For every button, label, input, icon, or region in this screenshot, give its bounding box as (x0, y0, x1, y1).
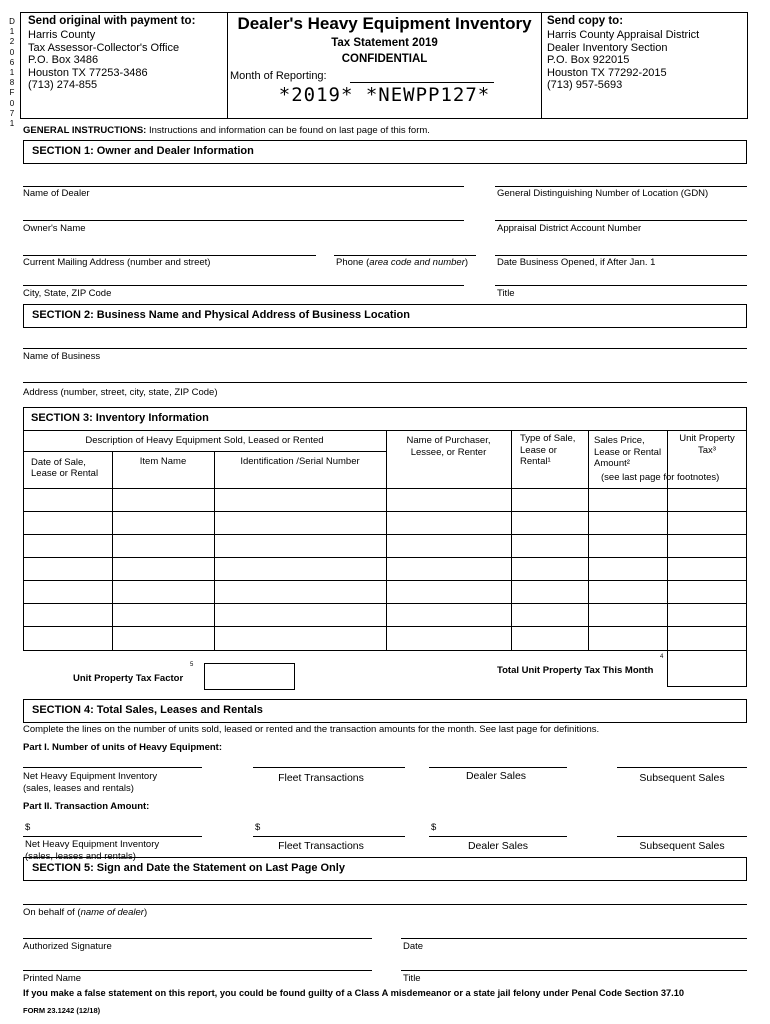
p2-fleet-dollar: $ (255, 822, 261, 833)
table-cell-input[interactable] (591, 494, 664, 507)
form-code-char: 1 (9, 68, 15, 78)
table-cell-input[interactable] (115, 517, 211, 530)
sign-date-input[interactable] (403, 924, 745, 937)
table-row (23, 512, 747, 535)
signer-title-line (401, 970, 747, 971)
p2-net-input[interactable] (35, 822, 200, 835)
table-cell-input[interactable] (670, 540, 744, 553)
p1-net-label: Net Heavy Equipment Inventory (sales, leases and rentals) (23, 771, 158, 794)
table-cell-input[interactable] (591, 540, 664, 553)
table-cell-input[interactable] (670, 563, 744, 576)
p1-fleet-label: Fleet Transactions (278, 772, 364, 784)
phone-line (334, 255, 476, 256)
form-code-char: 7 (9, 108, 15, 118)
send-copy-address: Harris County Appraisal District Dealer Inventory Section P.O. Box 922015 Houston TX 77292-2015 (713) 957-5693 (547, 29, 700, 91)
section1-title: SECTION 1: Owner and Dealer Information (32, 145, 254, 157)
table-cell-input[interactable] (670, 586, 744, 599)
table-cell-input[interactable] (514, 563, 585, 576)
confidential-label: CONFIDENTIAL (341, 53, 428, 65)
section4-title: SECTION 4: Total Sales, Leases and Rentals (32, 704, 263, 716)
month-input[interactable] (352, 68, 492, 81)
table-row (23, 558, 747, 581)
month-label: Month of Reporting: (230, 70, 327, 82)
gdn-label: General Distinguishing Number of Location (GDN) (497, 188, 709, 199)
table-cell-input[interactable] (26, 563, 109, 576)
table-cell-input[interactable] (514, 517, 585, 530)
signer-title-input[interactable] (403, 956, 745, 969)
owner-name-line (23, 220, 464, 221)
section4-header (23, 699, 747, 723)
table-cell-input[interactable] (389, 517, 508, 530)
table-row (23, 627, 747, 650)
p1-dealer-label: Dealer Sales (465, 770, 527, 782)
p1-dealer-input[interactable] (431, 753, 565, 766)
total-tax-input[interactable] (671, 662, 743, 675)
business-name-input[interactable] (25, 334, 745, 347)
business-address-label: Address (number, street, city, state, ZIP Code) (23, 387, 218, 398)
p1-net-input[interactable] (25, 753, 200, 766)
phone-label-suffix: ) (464, 257, 469, 268)
printed-name-input[interactable] (25, 956, 370, 969)
owner-title-label: Title (497, 288, 515, 299)
send-copy-title: Send copy to: (547, 15, 624, 27)
account-number-line (495, 220, 747, 221)
part1-title: Part I. Number of units of Heavy Equipment: (23, 742, 222, 753)
p2-fleet-input[interactable] (265, 822, 403, 835)
dealer-name-line (23, 186, 464, 187)
p2-dealer-line (429, 836, 567, 837)
on-behalf-suffix: ) (143, 907, 148, 918)
table-cell-input[interactable] (591, 586, 664, 599)
signature-line (23, 938, 372, 939)
false-statement-warning: If you make a false statement on this report, you could be found guilty of a Class A misdemeanor or a state jail felony under Penal Code Section 37.10 (23, 988, 685, 998)
p2-dealer-dollar: $ (431, 822, 437, 833)
date-opened-label: Date Business Opened, if After Jan. 1 (497, 257, 656, 268)
form-code-char: 0 (9, 98, 15, 108)
form-number: FORM 23.1242 (12/18) (23, 1006, 101, 1015)
p1-subsequent-line (617, 767, 747, 768)
table-cell-input[interactable] (591, 517, 664, 530)
table-cell-input[interactable] (591, 632, 664, 645)
table-cell-input[interactable] (115, 494, 211, 507)
table-cell-input[interactable] (389, 609, 508, 622)
owner-name-label: Owner's Name (23, 223, 86, 234)
signature-label: Authorized Signature (23, 941, 112, 952)
table-cell-input[interactable] (591, 609, 664, 622)
table-cell-input[interactable] (217, 540, 383, 553)
business-name-label: Name of Business (23, 351, 101, 362)
table-cell-input[interactable] (389, 540, 508, 553)
phone-label-italic: area code and number (369, 257, 465, 268)
table-cell-input[interactable] (670, 517, 744, 530)
p2-net-dollar: $ (25, 822, 31, 833)
table-cell-input[interactable] (26, 517, 109, 530)
phone-label-prefix: Phone ( (336, 257, 370, 268)
total-tax-label: Total Unit Property Tax This Month (497, 665, 654, 676)
footnote-note: (see last page for footnotes) (601, 472, 720, 483)
p1-net-line (23, 767, 202, 768)
col-date-header: Date of Sale, Lease or Rental (31, 457, 99, 479)
table-cell-input[interactable] (514, 609, 585, 622)
table-cell-input[interactable] (115, 632, 211, 645)
table-cell-input[interactable] (514, 494, 585, 507)
owner-name-input[interactable] (25, 206, 462, 219)
col-tax-header: Unit Property Tax³ (679, 433, 735, 456)
table-row (23, 489, 747, 512)
p2-fleet-line (253, 836, 405, 837)
section3-title: SECTION 3: Inventory Information (31, 412, 209, 424)
account-number-input[interactable] (497, 206, 745, 219)
table-cell-input[interactable] (217, 632, 383, 645)
p1-fleet-line (253, 767, 405, 768)
table-cell-input[interactable] (115, 540, 211, 553)
form-code-char: D (9, 17, 15, 26)
business-name-line (23, 348, 747, 349)
business-address-input[interactable] (25, 368, 745, 381)
section4-instructions: Complete the lines on the number of units sold, leased or rented and the transaction amounts for the month. See last page for definitions. (23, 724, 600, 735)
on-behalf-line (23, 904, 747, 905)
phone-input[interactable] (336, 241, 474, 254)
header-divider-right (541, 12, 542, 119)
form-code-vertical (7, 17, 17, 129)
table-cell-input[interactable] (217, 517, 383, 530)
p2-dealer-input[interactable] (441, 822, 565, 835)
table-row (23, 604, 747, 627)
form-subtitle: Tax Statement 2019 (331, 37, 438, 49)
dealer-name-label: Name of Dealer (23, 188, 90, 199)
tax-factor-input[interactable] (208, 670, 292, 683)
section2-header (23, 304, 747, 328)
table-cell-input[interactable] (514, 632, 585, 645)
p2-subsequent-input[interactable] (619, 822, 745, 835)
p2-net-line (23, 836, 202, 837)
date-opened-line (495, 255, 747, 256)
table-cell-input[interactable] (670, 609, 744, 622)
month-line (350, 82, 494, 83)
send-original-address: Harris County Tax Assessor-Collector's Office P.O. Box 3486 Houston TX 77253-3486 (713) 274-855 (28, 29, 180, 91)
account-number-label: Appraisal District Account Number (497, 223, 642, 234)
table-row (23, 581, 747, 604)
mailing-address-label: Current Mailing Address (number and street) (23, 257, 211, 268)
business-address-line (23, 382, 747, 383)
section1-header (23, 140, 747, 164)
col-price-header: Sales Price, Lease or Rental Amount² (594, 435, 662, 469)
barcode-text: *2019* *NEWPP127* (278, 84, 491, 106)
printed-name-line (23, 970, 372, 971)
sign-date-label: Date (403, 941, 424, 952)
desc-header: Description of Heavy Equipment Sold, Leased or Rented (85, 435, 324, 446)
table-cell-input[interactable] (514, 540, 585, 553)
total-tax-sup: 4 (660, 654, 664, 660)
table-cell-input[interactable] (514, 586, 585, 599)
p2-subsequent-line (617, 836, 747, 837)
table-cell-input[interactable] (389, 586, 508, 599)
form-title: Dealer's Heavy Equipment Inventory (237, 14, 532, 33)
form-code-char: 2 (9, 37, 15, 47)
owner-title-line (495, 285, 747, 286)
signer-title-label: Title (403, 973, 421, 984)
form-code-char: 0 (9, 47, 15, 57)
phone-label (336, 257, 468, 268)
col-type-header: Type of Sale, Lease or Rental¹ (520, 433, 576, 467)
table-cell-input[interactable] (389, 632, 508, 645)
table-cell-input[interactable] (591, 563, 664, 576)
signature-input[interactable] (25, 924, 370, 937)
table-cell-input[interactable] (115, 609, 211, 622)
date-opened-input[interactable] (497, 241, 745, 254)
p1-subsequent-label: Subsequent Sales (639, 772, 725, 784)
city-state-zip-label: City, State, ZIP Code (23, 288, 112, 299)
form-code-char: 6 (9, 57, 15, 67)
mailing-address-line (23, 255, 316, 256)
gdn-line (495, 186, 747, 187)
part2-title: Part II. Transaction Amount: (23, 801, 150, 812)
table-cell-input[interactable] (670, 494, 744, 507)
table-cell-input[interactable] (217, 609, 383, 622)
general-instructions-text: Instructions and information can be found on last page of this form. (148, 125, 430, 136)
p2-dealer-label: Dealer Sales (467, 840, 529, 852)
col-item-header: Item Name (139, 456, 187, 467)
tax-factor-sup: 5 (190, 662, 194, 668)
tax-factor-label: Unit Property Tax Factor (73, 673, 184, 684)
table-cell-input[interactable] (389, 563, 508, 576)
section5-header (23, 857, 747, 881)
table-cell-input[interactable] (389, 494, 508, 507)
table-cell-input[interactable] (26, 494, 109, 507)
col-serial-header: Identification /Serial Number (240, 456, 360, 467)
dealer-name-input[interactable] (25, 172, 462, 185)
table-cell-input[interactable] (26, 540, 109, 553)
section2-title: SECTION 2: Business Name and Physical Address of Business Location (32, 309, 410, 321)
mailing-address-input[interactable] (25, 241, 314, 254)
table-cell-input[interactable] (115, 586, 211, 599)
p1-dealer-line (429, 767, 567, 768)
p2-fleet-label: Fleet Transactions (278, 840, 364, 852)
form-code-char: 1 (9, 119, 15, 129)
on-behalf-label (23, 907, 147, 918)
table-cell-input[interactable] (115, 563, 211, 576)
table-cell-input[interactable] (670, 632, 744, 645)
owner-title-input[interactable] (497, 271, 745, 284)
gdn-input[interactable] (497, 172, 745, 185)
table-cell-input[interactable] (217, 494, 383, 507)
printed-name-label: Printed Name (23, 973, 82, 984)
sign-date-line (401, 938, 747, 939)
p1-subsequent-input[interactable] (619, 753, 745, 766)
p1-fleet-input[interactable] (255, 753, 403, 766)
table-cell-input[interactable] (26, 609, 109, 622)
p2-net-label: Net Heavy Equipment Inventory (sales, leases and rentals) (25, 839, 160, 862)
table-cell-input[interactable] (217, 563, 383, 576)
table-cell-input[interactable] (217, 586, 383, 599)
on-behalf-input[interactable] (25, 890, 745, 903)
send-original-title: Send original with payment to: (28, 15, 196, 27)
on-behalf-italic: name of dealer (80, 907, 144, 918)
p2-subsequent-label: Subsequent Sales (639, 840, 725, 852)
section3-title-divider (23, 430, 747, 431)
general-instructions (23, 125, 430, 136)
desc-subheader-line (23, 451, 386, 452)
city-state-zip-input[interactable] (25, 271, 462, 284)
on-behalf-prefix: On behalf of ( (23, 907, 81, 918)
general-instructions-label: GENERAL INSTRUCTIONS: (23, 125, 147, 136)
city-state-zip-line (23, 285, 464, 286)
section5-title: SECTION 5: Sign and Date the Statement on Last Page Only (32, 862, 345, 874)
table-row (23, 535, 747, 558)
form-code-char: 8 (9, 78, 15, 88)
form-code-char: F (9, 88, 15, 98)
form-code-char: 1 (9, 27, 15, 37)
table-cell-input[interactable] (26, 586, 109, 599)
col-purchaser-header: Name of Purchaser, Lessee, or Renter (406, 435, 491, 458)
table-cell-input[interactable] (26, 632, 109, 645)
